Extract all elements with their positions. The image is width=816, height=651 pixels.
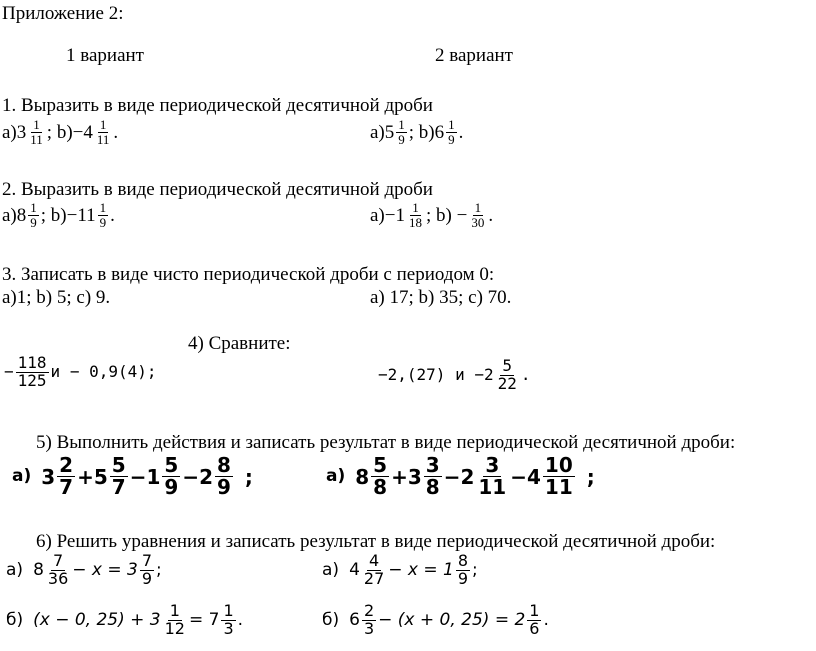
denominator: 9 (99, 214, 107, 230)
whole-number: 4 (349, 559, 360, 580)
whole-number: 8 (33, 559, 44, 580)
whole-number: 5 (93, 464, 108, 489)
separator: ; b) − (425, 204, 468, 226)
label-a: а) (2, 121, 17, 143)
fraction (476, 455, 508, 498)
denominator: 11 (544, 475, 573, 499)
fraction (407, 201, 424, 229)
fraction (163, 603, 187, 638)
equation-text: − x = 1 (388, 559, 454, 580)
task4-heading: 4) Сравните: (188, 333, 291, 354)
whole-number: −4 (72, 121, 93, 143)
fraction (57, 455, 75, 498)
equation-text: − x = 3 (72, 559, 138, 580)
whole-number: 1 (146, 464, 161, 489)
whole-number: 3 (407, 464, 422, 489)
label-b: б) (322, 609, 340, 630)
denominator: 11 (96, 131, 110, 147)
denominator: 22 (497, 373, 517, 393)
comparison-text: и − 0,9(4); (50, 362, 157, 382)
denominator: 9 (30, 214, 37, 230)
variant-1-label: 1 вариант (66, 45, 144, 66)
fraction (469, 201, 486, 229)
operator: + (77, 464, 94, 489)
end-mark: . (113, 121, 119, 143)
task4-left (4, 355, 157, 390)
fraction (362, 603, 376, 638)
denominator: 8 (425, 475, 440, 499)
fraction (496, 358, 519, 393)
task2-right (370, 201, 493, 229)
numerator: 1 (448, 117, 455, 132)
label-a: а) (326, 466, 346, 486)
fraction (527, 603, 541, 638)
separator: ; b) (40, 204, 67, 226)
end-mark: . (458, 121, 464, 143)
fraction (28, 201, 39, 229)
operator: − (510, 464, 527, 489)
denominator: 18 (408, 214, 422, 230)
operator: − (182, 464, 200, 489)
denominator: 30 (471, 214, 485, 230)
label-a: а) (322, 559, 340, 580)
denominator: 7 (111, 475, 126, 499)
numerator: 1 (474, 200, 482, 215)
whole-number: −1 (384, 204, 405, 226)
page-title: Приложение 2: (2, 3, 124, 24)
variant-2-label: 2 вариант (435, 45, 513, 66)
denominator: 36 (47, 568, 69, 588)
label-b: б) (6, 609, 24, 630)
denominator: 125 (17, 370, 47, 390)
numerator: 10 (544, 453, 573, 477)
numerator: 3 (485, 453, 500, 477)
operator: − (129, 464, 147, 489)
fraction (371, 455, 389, 498)
denominator: 9 (448, 131, 455, 147)
label-a: а) (370, 204, 385, 226)
whole-number: 4 (527, 464, 541, 489)
task3-heading: 3. Записать в виде чисто периодической дроби с периодом 0: (2, 264, 495, 285)
fraction (16, 355, 49, 390)
task6-heading: 6) Решить уравнения и записать результат в виде периодической десятичной дроби: (36, 531, 716, 552)
label-a: а) (2, 204, 17, 226)
task4-right (378, 358, 531, 393)
fraction (543, 455, 575, 498)
numerator: 1 (412, 200, 419, 215)
end-mark: . (520, 365, 531, 385)
task5-heading: 5) Выполнить действия и записать результат в виде периодической десятичной дроби: (36, 432, 736, 453)
fraction (98, 201, 109, 229)
numerator: 3 (425, 453, 440, 477)
end-mark: . (488, 204, 494, 226)
whole-number: 3 (16, 121, 27, 143)
end-mark: . (237, 609, 244, 630)
end-mark: ; (244, 464, 253, 489)
task3-left: а)1; b) 5; c) 9. (2, 287, 111, 308)
denominator: 7 (59, 475, 74, 499)
end-mark: ; (586, 464, 595, 489)
operator: − (443, 464, 461, 489)
numerator: 1 (99, 200, 107, 215)
numerator: 5 (111, 453, 126, 477)
whole-number: 8 (355, 464, 370, 489)
numerator: 4 (368, 551, 380, 570)
fraction (110, 455, 128, 498)
denominator: 9 (164, 475, 179, 499)
numerator: 1 (223, 601, 234, 620)
equation-text: (x − 0, 25) + 3 (33, 609, 161, 630)
equation-text: = 7 (188, 609, 220, 630)
whole-number: 2 (460, 464, 475, 489)
task2-heading: 2. Выразить в виде периодической десятичной дроби (2, 179, 433, 200)
denominator: 12 (164, 618, 185, 638)
numerator: 1 (30, 200, 37, 215)
denominator: 27 (363, 568, 385, 588)
label-a: а) (12, 466, 32, 486)
task3-right: а) 17; b) 35; c) 70. (370, 287, 512, 308)
numerator: 7 (52, 551, 64, 570)
task1-heading: 1. Выразить в виде периодической десятичной дроби (2, 95, 433, 116)
fraction (456, 553, 470, 588)
comparison-text: −2,(27) и −2 (378, 365, 494, 385)
task6-b-left (6, 603, 243, 638)
whole-number: −11 (66, 204, 96, 226)
whole-number: 6 (349, 609, 360, 630)
end-mark: ; (472, 559, 478, 580)
numerator: 2 (59, 453, 74, 477)
separator: ; b) (408, 121, 435, 143)
label-a: а) (370, 121, 385, 143)
numerator: 5 (164, 453, 179, 477)
task1-right (370, 118, 463, 146)
whole-number: 2 (199, 464, 213, 489)
minus-sign: − (4, 362, 14, 382)
task5-right (326, 455, 595, 498)
numerator: 7 (141, 551, 153, 570)
denominator: 9 (457, 568, 469, 588)
numerator: 1 (99, 117, 107, 132)
denominator: 9 (217, 475, 231, 499)
separator: ; b) (46, 121, 73, 143)
numerator: 1 (398, 117, 405, 132)
fraction (221, 603, 235, 638)
denominator: 9 (398, 131, 405, 147)
label-a: а) (6, 559, 24, 580)
numerator: 118 (17, 353, 47, 372)
numerator: 1 (169, 601, 180, 620)
end-mark: ; (156, 559, 162, 580)
whole-number: 8 (16, 204, 27, 226)
fraction (446, 118, 457, 146)
task6-a-left (6, 553, 162, 588)
fraction (396, 118, 407, 146)
numerator: 1 (33, 117, 40, 132)
equation-text: − (x + 0, 25) = 2 (378, 609, 526, 630)
task1-left (2, 118, 118, 146)
numerator: 5 (502, 356, 513, 375)
fraction (95, 118, 112, 146)
fraction (46, 553, 70, 588)
task6-a-right (322, 553, 478, 588)
fraction (140, 553, 154, 588)
whole-number: 6 (434, 121, 445, 143)
operator: + (391, 464, 408, 489)
numerator: 5 (373, 453, 388, 477)
task5-left (12, 455, 253, 498)
whole-number: 3 (41, 464, 56, 489)
denominator: 11 (30, 131, 43, 147)
end-mark: . (110, 204, 115, 226)
task6-b-right (322, 603, 549, 638)
numerator: 1 (529, 601, 540, 620)
denominator: 3 (223, 618, 234, 638)
numerator: 8 (457, 551, 469, 570)
denominator: 3 (363, 618, 375, 638)
denominator: 8 (373, 475, 388, 499)
denominator: 9 (141, 568, 153, 588)
fraction (215, 455, 233, 498)
fraction (28, 118, 45, 146)
denominator: 11 (478, 475, 507, 499)
fraction (424, 455, 442, 498)
task2-left (2, 201, 115, 229)
denominator: 6 (529, 618, 540, 638)
fraction (362, 553, 386, 588)
end-mark: . (543, 609, 549, 630)
fraction (162, 455, 180, 498)
numerator: 2 (363, 601, 375, 620)
whole-number: 5 (384, 121, 395, 143)
numerator: 8 (217, 453, 231, 477)
